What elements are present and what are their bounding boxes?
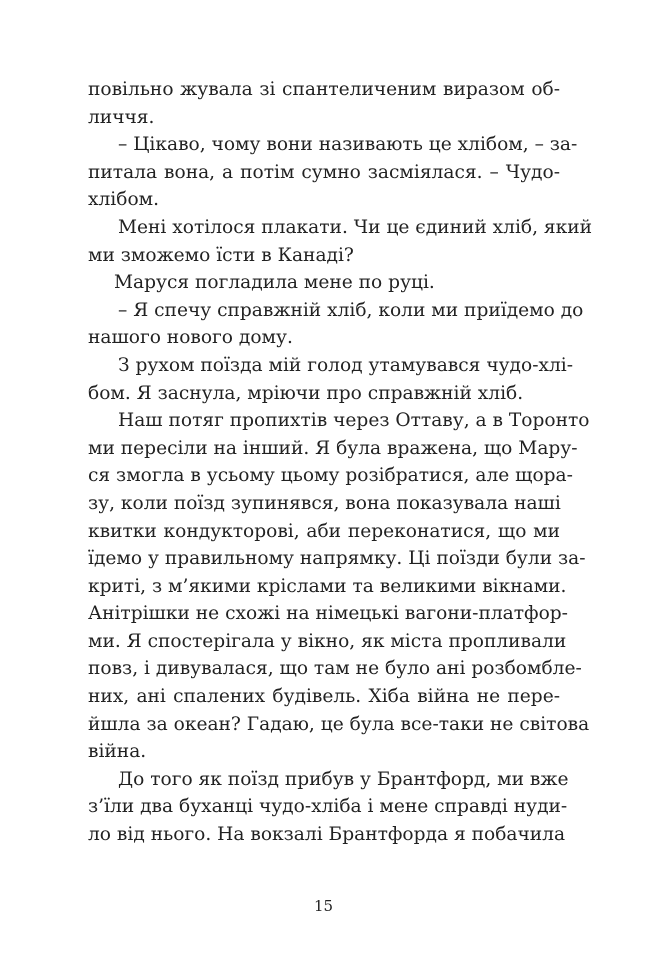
text-line: ми. Я спостерігала у вікно, як міста пропливали — [88, 630, 567, 652]
page-body-text — [88, 76, 593, 849]
text-line: криті, з м’якими кріслами та великими вікнами. — [88, 575, 567, 597]
text-line: Анітрішки не схожі на німецькі вагони-платфор- — [88, 603, 568, 625]
text-line: До того як поїзд прибув у Брантфорд, ми вже — [118, 768, 569, 790]
page-number: 15 — [313, 897, 334, 915]
text-line: повільно жувала зі спантеличеним виразом об- — [88, 79, 560, 100]
text-line: Маруся погладила мене по руці. — [114, 272, 435, 294]
text-line: ми пересіли на інший. Я була вражена, що Мару- — [88, 437, 578, 459]
text-line: них, ані спалених будівель. Хіба війна не пере- — [88, 686, 560, 708]
text-line: Мені хотілося плакати. Чи це єдиний хліб, який — [118, 216, 593, 238]
text-line: квитки кондукторові, аби переконатися, що ми — [88, 520, 560, 542]
text-line: бом. Я заснула, мріючи про справжній хліб. — [88, 382, 524, 404]
text-line: нашого нового дому. — [88, 327, 293, 349]
text-line: ся змогла в усьому цьому розібратися, але щора- — [88, 465, 573, 487]
text-line: йшла за океан? Гадаю, це була все-таки не світова — [88, 713, 590, 735]
text-line: ло від нього. На вокзалі Брантфорда я побачила — [88, 824, 566, 846]
text-line: З рухом поїзда мій голод утамувався чудо-хлі- — [118, 354, 574, 376]
text-line: повз, і дивувалася, що там не було ані розбомбле- — [88, 658, 582, 680]
text-line: личчя. — [88, 106, 155, 128]
text-line: їдемо у правильному напрямку. Ці поїзди були за- — [88, 548, 586, 570]
text-line: ми зможемо їсти в Канаді? — [88, 244, 354, 266]
text-line: Наш потяг пропихтів через Оттаву, а в Торонто — [118, 410, 590, 432]
text-line: хлібом. — [88, 189, 160, 211]
text-line: з’їли два буханці чудо-хліба і мене справді нуди- — [88, 796, 568, 818]
text-line: війна. — [88, 741, 147, 763]
text-line: питала вона, а потім сумно засміялася. – Чудо- — [88, 161, 560, 183]
text-line: – Цікаво, чому вони називають це хлібом, – за- — [118, 134, 578, 156]
text-line: – Я спечу справжній хліб, коли ми приїдемо до — [118, 299, 584, 321]
text-line: зу, коли поїзд зупинявся, вона показувала наші — [88, 492, 561, 514]
